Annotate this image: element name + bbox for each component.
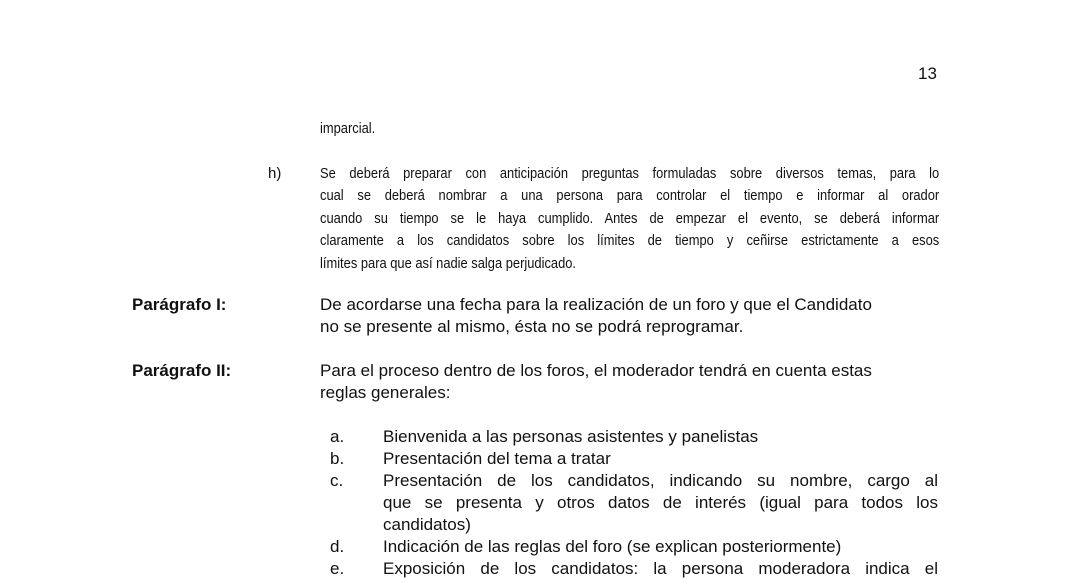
- list-letter: b.: [330, 449, 345, 468]
- list-item: [330, 558, 938, 580]
- continuation-text: imparcial.: [320, 120, 376, 137]
- item-h-line: Se deberá preparar con anticipación preguntas formuladas sobre diversos temas, para lo: [320, 165, 940, 182]
- paragrafo-2-line: reglas generales:: [320, 383, 451, 402]
- list-item-text: Exposición de los candidatos: la persona moderadora indica el: [383, 559, 938, 578]
- rules-list: [330, 426, 938, 580]
- item-h-label: h): [268, 165, 282, 182]
- paragrafo-2-line: Para el proceso dentro de los foros, el moderador tendrá en cuenta estas: [320, 361, 872, 380]
- list-letter: c.: [330, 471, 344, 490]
- paragrafo-2-text: [320, 360, 938, 404]
- item-h-text: [320, 163, 939, 275]
- page-number: 13: [918, 64, 937, 83]
- list-item: [330, 470, 938, 536]
- list-item-text: Presentación del tema a tratar: [383, 449, 611, 468]
- paragrafo-1-text: [320, 294, 938, 338]
- list-letter: a.: [330, 427, 345, 446]
- list-item-text: que se presenta y otros datos de interés (igual para todos los: [383, 493, 938, 512]
- item-h-line: cual se deberá nombrar a una persona para controlar el tiempo e informar al orador: [320, 187, 940, 205]
- list-item-text: Presentación de los candidatos, indicando su nombre, cargo al: [383, 471, 938, 490]
- list-item: [330, 448, 938, 470]
- list-item-text: Bienvenida a las personas asistentes y panelistas: [383, 427, 759, 446]
- list-letter: e.: [330, 559, 345, 578]
- list-item: [330, 536, 938, 558]
- paragrafo-1-line: De acordarse una fecha para la realización de un foro y que el Candidato: [320, 295, 872, 314]
- list-item-text: candidatos): [383, 515, 471, 534]
- list-item: [330, 426, 938, 448]
- paragrafo-1-line: no se presente al mismo, ésta no se podrá reprogramar.: [320, 317, 744, 336]
- item-h-line: cuando su tiempo se le haya cumplido. Antes de empezar el evento, se deberá informar: [320, 209, 940, 227]
- item-h-line: claramente a los candidatos sobre los límites de tiempo y ceñirse estrictamente a esos: [320, 232, 940, 250]
- list-letter: d.: [330, 537, 345, 556]
- list-item-text: Indicación de las reglas del foro (se explican posteriormente): [383, 537, 842, 556]
- paragrafo-2-label: Parágrafo II:: [132, 361, 232, 380]
- paragrafo-1-label: Parágrafo I:: [132, 295, 227, 314]
- item-h-line: límites para que así nadie salga perjudicado.: [320, 254, 577, 272]
